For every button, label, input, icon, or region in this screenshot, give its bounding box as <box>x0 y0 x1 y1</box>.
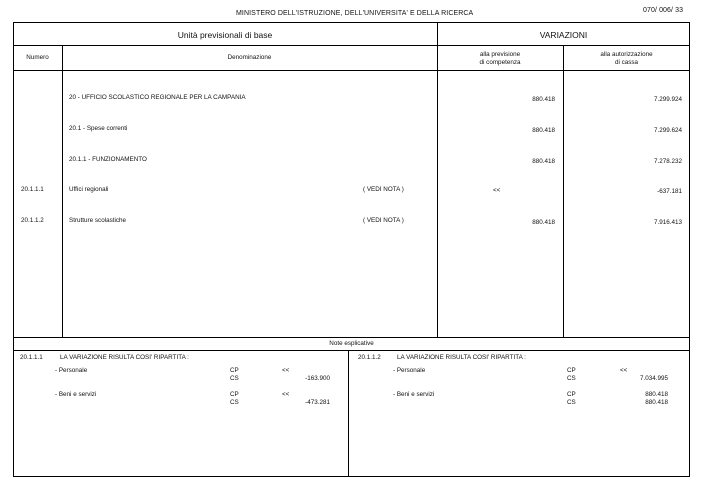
row-denominazione: Strutture scolastiche <box>69 217 127 224</box>
note-cs-value: 7.034.995 <box>639 375 668 382</box>
numero-column-divider <box>62 45 63 337</box>
numero-column-header: Numero <box>26 54 49 61</box>
note-cp-value: 880.418 <box>645 391 668 398</box>
note-item-label: - Personale <box>55 367 88 374</box>
note-item-label: - Personale <box>393 367 426 374</box>
unita-previsionali-heading: Unità previsionali di base <box>177 30 273 40</box>
denominazione-column-header: Denominazione <box>227 54 272 61</box>
row-competenza: 880.418 <box>532 219 555 226</box>
column-header-divider <box>13 70 690 71</box>
note-cs-label: CS <box>230 399 239 406</box>
row-competenza: 880.418 <box>532 158 555 165</box>
note-cp-value: << <box>620 367 628 374</box>
note-cp-label: CP <box>567 391 576 398</box>
row-competenza: << <box>493 187 501 194</box>
note-cs-label: CS <box>567 399 576 406</box>
competenza-header-line1: alla previsione <box>479 51 521 58</box>
note-cs-value: 880.418 <box>645 399 668 406</box>
row-vedi-nota: ( VEDI NOTA ) <box>363 217 404 224</box>
row-denominazione: 20.1 - Spese correnti <box>69 125 128 132</box>
row-cassa: 7.299.924 <box>653 96 682 103</box>
row-cassa: 7.916.413 <box>653 219 682 226</box>
row-denominazione: 20 - UFFICIO SCOLASTICO REGIONALE PER LA CAMPANIA <box>69 94 246 101</box>
note-item-label: - Beni e servizi <box>55 391 97 398</box>
note-heading: LA VARIAZIONE RISULTA COSI' RIPARTITA : <box>397 354 526 361</box>
row-numero: 20.1.1.1 <box>21 186 44 193</box>
notes-title: Note esplicative <box>329 340 374 347</box>
cassa-header-line2: di cassa <box>614 59 639 66</box>
row-denominazione: Uffici regionali <box>69 186 109 193</box>
ministry-title: MINISTERO DELL'ISTRUZIONE, DELL'UNIVERSITA' E DELLA RICERCA <box>236 10 474 17</box>
note-cs-label: CS <box>230 375 239 382</box>
notes-column-divider <box>348 350 349 477</box>
note-cp-value: << <box>282 367 290 374</box>
table-bottom-divider <box>13 337 690 338</box>
note-cs-value: -163.900 <box>305 375 330 382</box>
row-cassa: 7.299.624 <box>653 127 682 134</box>
note-numero: 20.1.1.2 <box>358 354 381 361</box>
competenza-header-line2: di competenza <box>479 59 521 66</box>
cassa-column-divider <box>563 45 564 337</box>
row-cassa: -637.181 <box>657 188 682 195</box>
row-competenza: 880.418 <box>532 96 555 103</box>
row-denominazione: 20.1.1 - FUNZIONAMENTO <box>69 156 147 163</box>
row-cassa: 7.278.232 <box>653 158 682 165</box>
note-cp-label: CP <box>230 391 239 398</box>
variazioni-heading: VARIAZIONI <box>539 30 588 40</box>
note-cs-label: CS <box>567 375 576 382</box>
note-cs-value: -473.281 <box>305 399 330 406</box>
page-reference: 070/ 006/ 33 <box>643 7 684 14</box>
note-cp-label: CP <box>567 367 576 374</box>
header-divider <box>13 45 690 46</box>
note-heading: LA VARIAZIONE RISULTA COSI' RIPARTITA : <box>60 354 189 361</box>
row-vedi-nota: ( VEDI NOTA ) <box>363 186 404 193</box>
note-item-label: - Beni e servizi <box>393 391 435 398</box>
section-divider <box>437 22 438 337</box>
row-numero: 20.1.1.2 <box>21 217 44 224</box>
note-numero: 20.1.1.1 <box>20 354 43 361</box>
document-frame <box>13 22 690 477</box>
note-cp-value: << <box>282 391 290 398</box>
notes-title-divider <box>13 350 690 351</box>
row-competenza: 880.418 <box>532 127 555 134</box>
note-cp-label: CP <box>230 367 239 374</box>
cassa-header-line1: alla autorizzazione <box>600 51 653 58</box>
